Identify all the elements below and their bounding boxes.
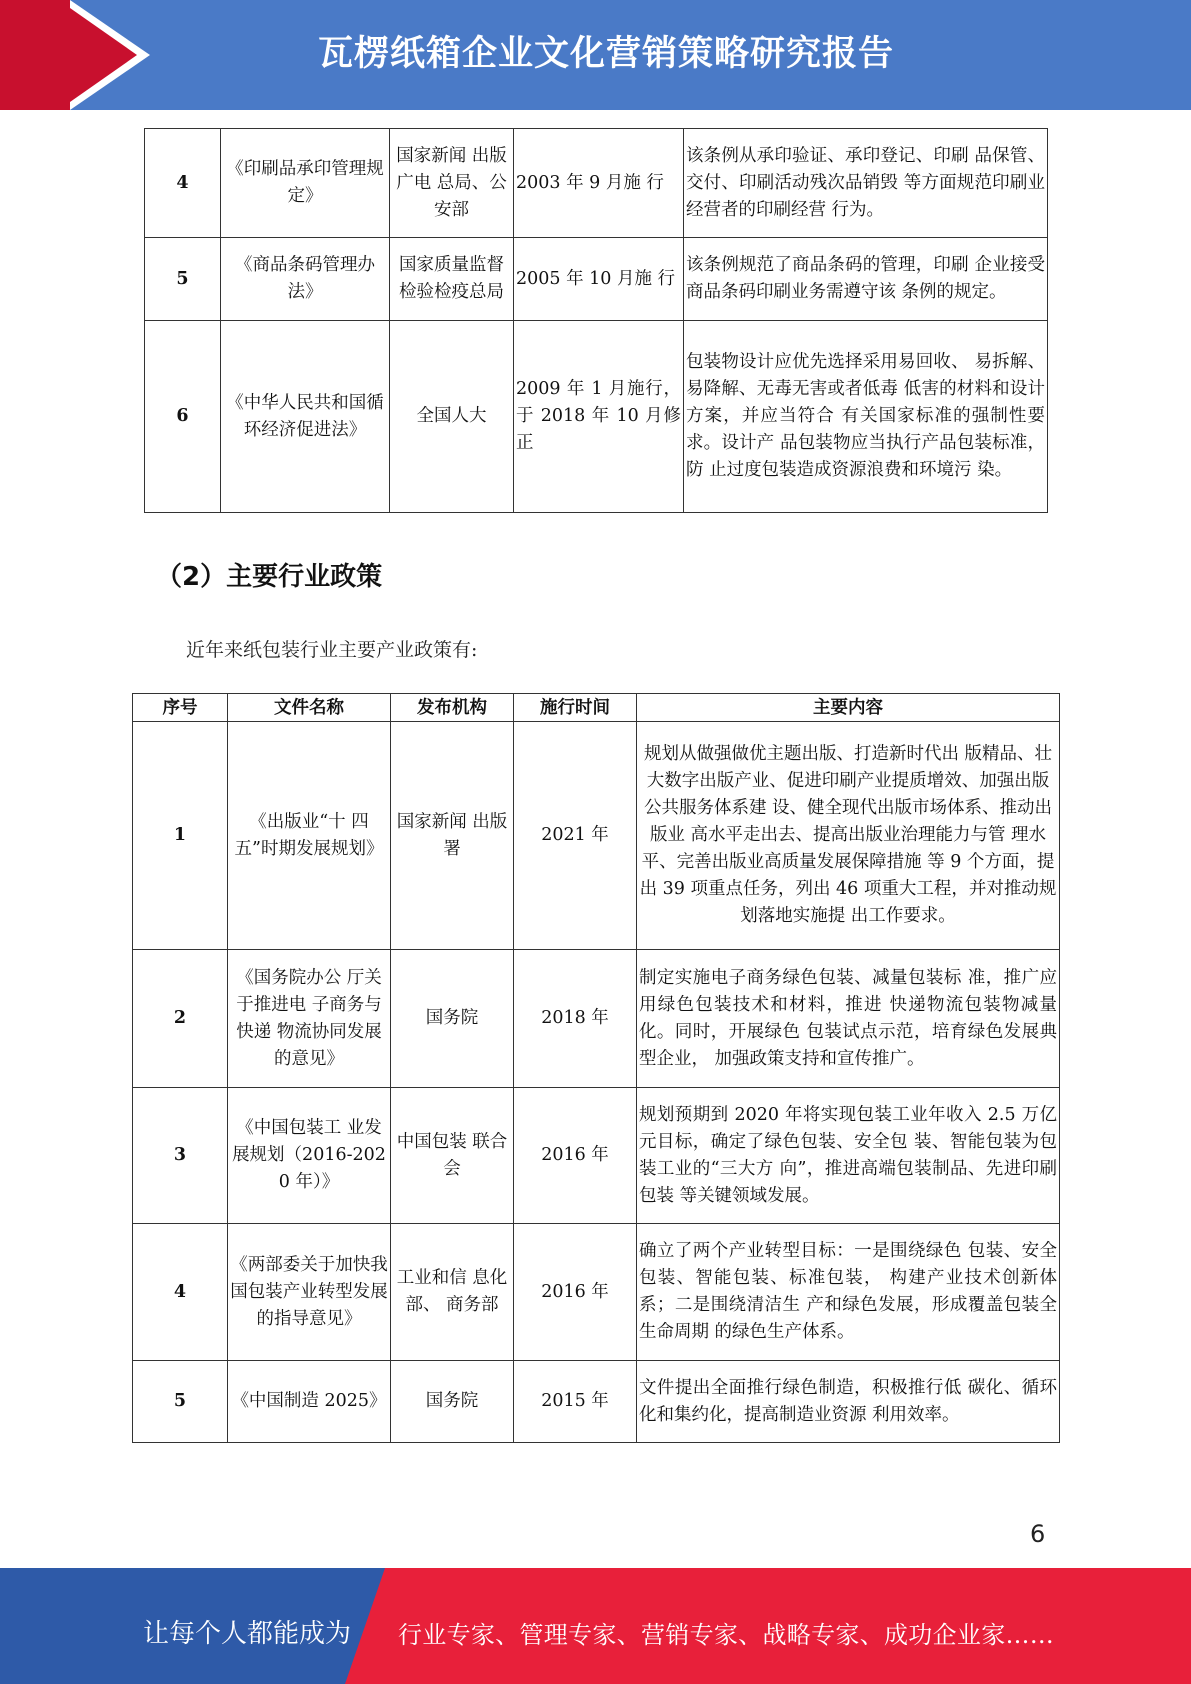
- footer-slogan-right: 行业专家、管理专家、营销专家、战略专家、成功企业家……: [398, 1621, 1055, 1649]
- effective-date: 2009 年 1 月施行，于 2018 年 10 月修正: [514, 321, 684, 513]
- effective-date: 2018 年: [514, 950, 637, 1088]
- effective-date: 2016 年: [514, 1224, 637, 1361]
- header-banner: [0, 0, 1191, 110]
- document-name: 《中国包装工 业发展规划（2016-2020 年）》: [228, 1088, 391, 1224]
- document-name: 《商品条码管理办法》: [221, 238, 390, 321]
- document-name: 《中华人民共和国循环经济促进法》: [221, 321, 390, 513]
- row-number: 4: [133, 1224, 228, 1361]
- document-name: 《印刷品承印管理规定》: [221, 129, 390, 238]
- document-name: 《出版业“十 四五”时期发展规划》: [228, 722, 391, 950]
- main-content: 包装物设计应优先选择采用易回收、 易拆解、易降解、无毒无害或者低毒 低害的材料和设计方案，并应当符合 有关国家标准的强制性要求。设计产 品包装物应当执行产品包装标准，防 止过度包装造成资源浪费和环境污 染。: [684, 321, 1048, 513]
- table-row: [145, 321, 1048, 513]
- row-number: 1: [133, 722, 228, 950]
- effective-date: 2021 年: [514, 722, 637, 950]
- column-header-name: 文件名称: [228, 694, 391, 722]
- column-header-time: 施行时间: [514, 694, 637, 722]
- issuing-agency: 国家新闻 出版署: [391, 722, 514, 950]
- column-header-number: 序号: [133, 694, 228, 722]
- row-number: 4: [145, 129, 221, 238]
- main-content: 规划从做强做优主题出版、打造新时代出 版精品、壮大数字出版产业、促进印刷产业提质增效、加强出版公共服务体系建 设、健全现代出版市场体系、推动出版业 高水平走出去、提高出版业治理能力与管 理水平、完善出版业高质量发展保障措施 等 9 个方面，提出 39 项重点任务，列出 46 项重大工程，并对推动规划落地实施提 出工作要求。: [637, 722, 1060, 950]
- document-name: 《两部委关于加快我国包装产业转型发展的指导意见》: [228, 1224, 391, 1361]
- issuing-agency: 国家质量监督检验检疫总局: [390, 238, 514, 321]
- row-number: 2: [133, 950, 228, 1088]
- table-row: [133, 722, 1060, 950]
- row-number: 6: [145, 321, 221, 513]
- column-header-content: 主要内容: [637, 694, 1060, 722]
- issuing-agency: 工业和信 息化部、 商务部: [391, 1224, 514, 1361]
- main-content: 规划预期到 2020 年将实现包装工业年收入 2.5 万亿元目标，确定了绿色包装、安全包 装、智能包装为包装工业的“三大方 向”，推进高端包装制品、先进印刷包装 等关键领域发展。: [637, 1088, 1060, 1224]
- row-number: 5: [133, 1361, 228, 1443]
- table-row: [145, 129, 1048, 238]
- industry-policy-table: [132, 693, 1060, 1443]
- main-content: 制定实施电子商务绿色包装、减量包装标 准，推广应用绿色包装技术和材料，推进 快递物流包装物减量化。同时，开展绿色 包装试点示范，培育绿色发展典型企业， 加强政策支持和宣传推广。: [637, 950, 1060, 1088]
- main-content: 文件提出全面推行绿色制造，积极推行低 碳化、循环化和集约化，提高制造业资源 利用效率。: [637, 1361, 1060, 1443]
- table-header-row: [133, 694, 1060, 722]
- effective-date: 2016 年: [514, 1088, 637, 1224]
- document-title: 瓦楞纸箱企业文化营销策略研究报告: [318, 34, 895, 74]
- main-content: 该条例规范了商品条码的管理，印刷 企业接受商品条码印刷业务需遵守该 条例的规定。: [684, 238, 1048, 321]
- document-name: 《国务院办公 厅关于推进电 子商务与快递 物流协同发展 的意见》: [228, 950, 391, 1088]
- document-name: 《中国制造 2025》: [228, 1361, 391, 1443]
- issuing-agency: 全国人大: [390, 321, 514, 513]
- main-content: 该条例从承印验证、承印登记、印刷 品保管、交付、印刷活动残次品销毁 等方面规范印刷业经营者的印刷经营 行为。: [684, 129, 1048, 238]
- effective-date: 2015 年: [514, 1361, 637, 1443]
- page-number: 6: [1030, 1520, 1046, 1548]
- table-row: [133, 1224, 1060, 1361]
- table-row: [145, 238, 1048, 321]
- header-red-block: [0, 0, 70, 110]
- effective-date: 2005 年 10 月施 行: [514, 238, 684, 321]
- table-row: [133, 950, 1060, 1088]
- main-content: 确立了两个产业转型目标：一是围绕绿色 包装、安全包装、智能包装、标准包装， 构建产业技术创新体系；二是围绕清洁生 产和绿色发展，形成覆盖包装全生命周期 的绿色生产体系。: [637, 1224, 1060, 1361]
- table-row: [133, 1361, 1060, 1443]
- effective-date: 2003 年 9 月施 行: [514, 129, 684, 238]
- table-row: [133, 1088, 1060, 1224]
- row-number: 5: [145, 238, 221, 321]
- header-red-arrow: [70, 8, 137, 102]
- regulations-table-continued: [144, 128, 1048, 513]
- column-header-agency: 发布机构: [391, 694, 514, 722]
- footer-slogan-left: 让每个人都能成为: [143, 1619, 352, 1649]
- intro-paragraph: 近年来纸包装行业主要产业政策有:: [186, 639, 478, 661]
- section-heading: （2）主要行业政策: [156, 562, 383, 592]
- row-number: 3: [133, 1088, 228, 1224]
- issuing-agency: 国务院: [391, 1361, 514, 1443]
- issuing-agency: 中国包装 联合会: [391, 1088, 514, 1224]
- issuing-agency: 国务院: [391, 950, 514, 1088]
- issuing-agency: 国家新闻 出版广电 总局、公 安部: [390, 129, 514, 238]
